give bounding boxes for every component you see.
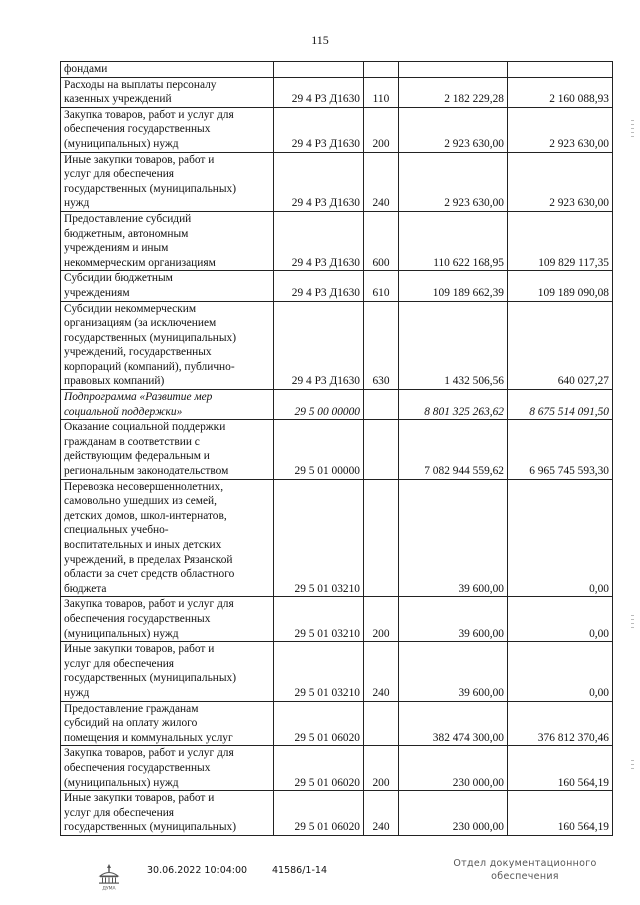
row-amount-actual: 2 923 630,00 bbox=[508, 152, 613, 211]
table-row bbox=[61, 791, 613, 836]
row-amount-actual: 376 812 370,46 bbox=[508, 701, 613, 746]
row-name: Предоставление субсидий бюджетным, автономным учреждениям и иным некоммерческим организациям bbox=[61, 211, 274, 270]
row-amount-actual: 160 564,19 bbox=[508, 791, 613, 836]
duma-logo-icon bbox=[94, 861, 124, 891]
row-amount-actual: 160 564,19 bbox=[508, 746, 613, 791]
row-name: Подпрограмма «Развитие мер социальной поддержки» bbox=[61, 390, 274, 420]
table-row bbox=[61, 479, 613, 597]
table-row bbox=[61, 420, 613, 479]
row-expense-type: 200 bbox=[364, 597, 399, 642]
row-name: Предоставление гражданам субсидий на оплату жилого помещения и коммунальных услуг bbox=[61, 701, 274, 746]
page-number: 115 bbox=[311, 33, 329, 47]
row-name: Субсидии бюджетным учреждениям bbox=[61, 271, 274, 301]
row-code: 29 5 01 03210 bbox=[274, 597, 364, 642]
row-expense-type: 600 bbox=[364, 211, 399, 270]
table-row bbox=[61, 152, 613, 211]
row-amount-actual: 8 675 514 091,50 bbox=[508, 390, 613, 420]
row-expense-type: 110 bbox=[364, 77, 399, 107]
row-code bbox=[274, 62, 364, 78]
row-amount-actual: 0,00 bbox=[508, 642, 613, 701]
row-code: 29 4 Р3 Д1630 bbox=[274, 107, 364, 152]
footer bbox=[0, 857, 640, 897]
row-expense-type bbox=[364, 420, 399, 479]
row-expense-type: 240 bbox=[364, 152, 399, 211]
row-code: 29 4 Р3 Д1630 bbox=[274, 211, 364, 270]
row-name: Оказание социальной поддержки гражданам в соответствии с действующим федеральным и региональным законодательством bbox=[61, 420, 274, 479]
row-name: Субсидии некоммерческим организациям (за исключением государственных (муниципальных) учреждений, государственных корпораций (компаний), публично- правовых компаний) bbox=[61, 301, 274, 390]
row-amount-planned: 39 600,00 bbox=[399, 479, 508, 597]
table-row bbox=[61, 701, 613, 746]
row-amount-planned: 8 801 325 263,62 bbox=[399, 390, 508, 420]
row-expense-type bbox=[364, 62, 399, 78]
row-name: Перевозка несовершеннолетних, самовольно ушедших из семей, детских домов, школ-интернатов, специальных учебно- воспитательных и иных детских учреждений, в пределах Рязанской области за счет средств областного бюджета bbox=[61, 479, 274, 597]
row-expense-type: 240 bbox=[364, 791, 399, 836]
footer-department: Отдел документационного обеспечения bbox=[453, 858, 597, 882]
row-name: Иные закупки товаров, работ и услуг для обеспечения государственных (муниципальных) нужд bbox=[61, 152, 274, 211]
row-name: Закупка товаров, работ и услуг для обеспечения государственных (муниципальных) нужд bbox=[61, 597, 274, 642]
budget-table-body bbox=[61, 62, 613, 836]
row-expense-type bbox=[364, 701, 399, 746]
row-amount-actual: 0,00 bbox=[508, 479, 613, 597]
table-row bbox=[61, 62, 613, 78]
row-amount-planned: 230 000,00 bbox=[399, 791, 508, 836]
row-expense-type: 610 bbox=[364, 271, 399, 301]
row-code: 29 5 01 06020 bbox=[274, 791, 364, 836]
scan-artifact bbox=[631, 120, 634, 140]
row-expense-type bbox=[364, 390, 399, 420]
table-row bbox=[61, 77, 613, 107]
table-row bbox=[61, 390, 613, 420]
row-amount-planned: 230 000,00 bbox=[399, 746, 508, 791]
row-amount-planned: 110 622 168,95 bbox=[399, 211, 508, 270]
row-expense-type: 200 bbox=[364, 746, 399, 791]
scan-artifact bbox=[631, 760, 634, 772]
row-code: 29 5 01 06020 bbox=[274, 746, 364, 791]
row-amount-planned: 2 923 630,00 bbox=[399, 152, 508, 211]
scan-artifact bbox=[631, 615, 634, 629]
row-amount-planned: 39 600,00 bbox=[399, 597, 508, 642]
row-code: 29 4 Р3 Д1630 bbox=[274, 301, 364, 390]
row-amount-planned: 39 600,00 bbox=[399, 642, 508, 701]
row-amount-planned: 7 082 944 559,62 bbox=[399, 420, 508, 479]
row-amount-actual: 109 829 117,35 bbox=[508, 211, 613, 270]
row-amount-actual: 109 189 090,08 bbox=[508, 271, 613, 301]
row-amount-planned: 382 474 300,00 bbox=[399, 701, 508, 746]
row-expense-type: 240 bbox=[364, 642, 399, 701]
row-code: 29 5 00 00000 bbox=[274, 390, 364, 420]
table-row bbox=[61, 211, 613, 270]
table-row bbox=[61, 642, 613, 701]
row-name: Иные закупки товаров, работ и услуг для обеспечения государственных (муниципальных) bbox=[61, 791, 274, 836]
table-row bbox=[61, 746, 613, 791]
row-name: Расходы на выплаты персоналу казенных учреждений bbox=[61, 77, 274, 107]
row-amount-actual: 6 965 745 593,30 bbox=[508, 420, 613, 479]
row-amount-actual: 0,00 bbox=[508, 597, 613, 642]
row-code: 29 5 01 03210 bbox=[274, 642, 364, 701]
footer-doc-number: 41586/1-14 bbox=[272, 865, 327, 876]
row-code: 29 4 Р3 Д1630 bbox=[274, 271, 364, 301]
footer-datetime: 30.06.2022 10:04:00 bbox=[147, 865, 248, 876]
row-code: 29 4 Р3 Д1630 bbox=[274, 77, 364, 107]
row-amount-actual: 2 160 088,93 bbox=[508, 77, 613, 107]
table-row bbox=[61, 301, 613, 390]
row-name: фондами bbox=[61, 62, 274, 78]
table-row bbox=[61, 107, 613, 152]
row-code: 29 4 Р3 Д1630 bbox=[274, 152, 364, 211]
row-name: Закупка товаров, работ и услуг для обеспечения государственных (муниципальных) нужд bbox=[61, 746, 274, 791]
row-code: 29 5 01 06020 bbox=[274, 701, 364, 746]
row-amount-actual: 640 027,27 bbox=[508, 301, 613, 390]
row-name: Иные закупки товаров, работ и услуг для обеспечения государственных (муниципальных) нужд bbox=[61, 642, 274, 701]
table-row bbox=[61, 597, 613, 642]
row-amount-actual: 2 923 630,00 bbox=[508, 107, 613, 152]
row-amount-planned: 2 182 229,28 bbox=[399, 77, 508, 107]
row-code: 29 5 01 00000 bbox=[274, 420, 364, 479]
row-code: 29 5 01 03210 bbox=[274, 479, 364, 597]
row-amount-planned bbox=[399, 62, 508, 78]
row-amount-planned: 1 432 506,56 bbox=[399, 301, 508, 390]
row-amount-actual bbox=[508, 62, 613, 78]
row-expense-type: 630 bbox=[364, 301, 399, 390]
row-expense-type bbox=[364, 479, 399, 597]
budget-table bbox=[60, 61, 613, 836]
row-amount-planned: 109 189 662,39 bbox=[399, 271, 508, 301]
row-expense-type: 200 bbox=[364, 107, 399, 152]
row-name: Закупка товаров, работ и услуг для обеспечения государственных (муниципальных) нужд bbox=[61, 107, 274, 152]
table-row bbox=[61, 271, 613, 301]
row-amount-planned: 2 923 630,00 bbox=[399, 107, 508, 152]
svg-text:ДУМА: ДУМА bbox=[102, 886, 116, 891]
